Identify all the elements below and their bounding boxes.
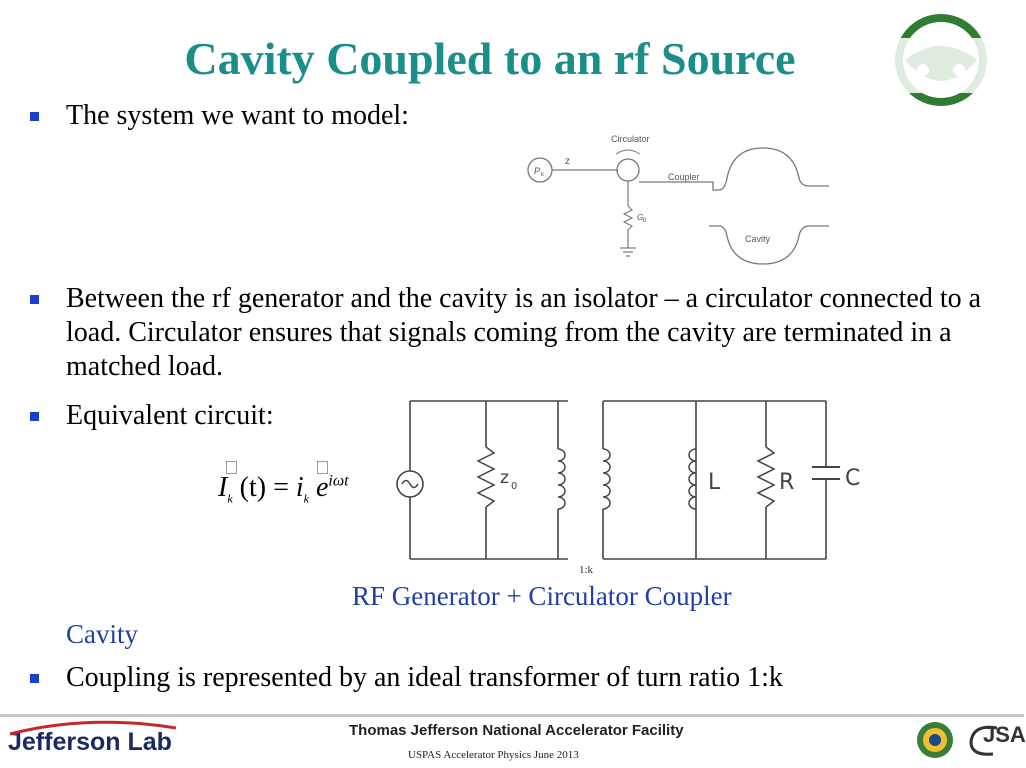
- line-label: z: [565, 156, 570, 167]
- bullet-text: Equivalent circuit:: [66, 400, 274, 431]
- bullet-text: Between the rf generator and the cavity is an isolator – a circulator connected to a load. Circulator ensures that signals coming from the cavity are terminated in a matched load.: [66, 283, 982, 382]
- jsa-logo: JSA: [983, 722, 1026, 747]
- bullet-marker-icon: [30, 412, 39, 421]
- formula-lhs-sub: k: [227, 491, 233, 506]
- secondary-coil-icon: [603, 449, 610, 509]
- bullet-item: [66, 282, 996, 384]
- footer-course-info: USPAS Accelerator Physics June 2013: [408, 749, 579, 761]
- bullet-marker-icon: [30, 674, 39, 683]
- slide-title: Cavity Coupled to an rf Source: [184, 33, 796, 84]
- bullet-marker-icon: [30, 295, 39, 304]
- z0-resistor-icon: [478, 447, 494, 507]
- capacitor-C-label: C: [845, 466, 861, 491]
- primary-coil-icon: [558, 449, 565, 509]
- bullet-marker-icon: [30, 112, 39, 121]
- circulator-label: Circulator: [611, 134, 650, 144]
- z0-sub-label: 0: [511, 481, 518, 492]
- cavity-label: Cavity: [745, 234, 771, 244]
- formula-rhs-sub: k: [303, 491, 309, 506]
- ratio-label: 1:k: [579, 564, 594, 576]
- circulator-icon: [617, 159, 639, 181]
- inductor-L-label: L: [708, 470, 721, 495]
- source-label: P: [534, 166, 541, 176]
- resistor-R-icon: [758, 447, 774, 507]
- source-sub-label: k: [541, 172, 544, 178]
- circuit-caption: RF Generator + Circulator Coupler: [352, 581, 732, 611]
- jefferson-lab-logo: Jefferson Lab: [8, 728, 172, 756]
- formula-placeholder-mark: [317, 461, 328, 474]
- cavity-shape: [706, 148, 829, 190]
- formula-arg: (t) =: [239, 472, 289, 503]
- footer-divider: [0, 714, 1024, 717]
- coupler-label: Coupler: [668, 172, 700, 182]
- circulator-arrow-icon: [616, 150, 640, 154]
- jefferson-lab-swoosh-icon: [8, 718, 178, 738]
- cavity-shape-lower: [709, 226, 829, 264]
- z0-label: z: [500, 468, 509, 488]
- doe-seal-icon: [915, 720, 955, 760]
- inductor-L-icon: [689, 449, 696, 509]
- equivalent-circuit-diagram: [398, 397, 830, 576]
- formula-exp-base: e: [315, 472, 329, 503]
- system-diagram: [513, 118, 843, 276]
- bullet-item: [66, 399, 366, 433]
- footer-organization: Thomas Jefferson National Accelerator Facility: [349, 722, 684, 739]
- bullet-item: [66, 99, 506, 133]
- bullet-text: Coupling is represented by an ideal transformer of turn ratio 1:k: [66, 662, 783, 693]
- bullet-item: [66, 661, 996, 695]
- load-label: G: [637, 213, 644, 222]
- current-formula: [218, 472, 349, 507]
- bullet-text: The system we want to model:: [66, 100, 409, 131]
- load-resistor-icon: [624, 206, 632, 230]
- resistor-R-label: R: [779, 470, 795, 495]
- formula-placeholder-mark: [226, 461, 237, 474]
- load-sub-label: 0: [643, 218, 647, 224]
- institution-logo-icon: [893, 12, 989, 108]
- formula-lhs: I: [218, 472, 228, 503]
- formula-exp-power: iωt: [328, 472, 349, 490]
- circuit-caption-cavity: Cavity: [66, 619, 138, 649]
- formula-rhs: i: [295, 472, 304, 503]
